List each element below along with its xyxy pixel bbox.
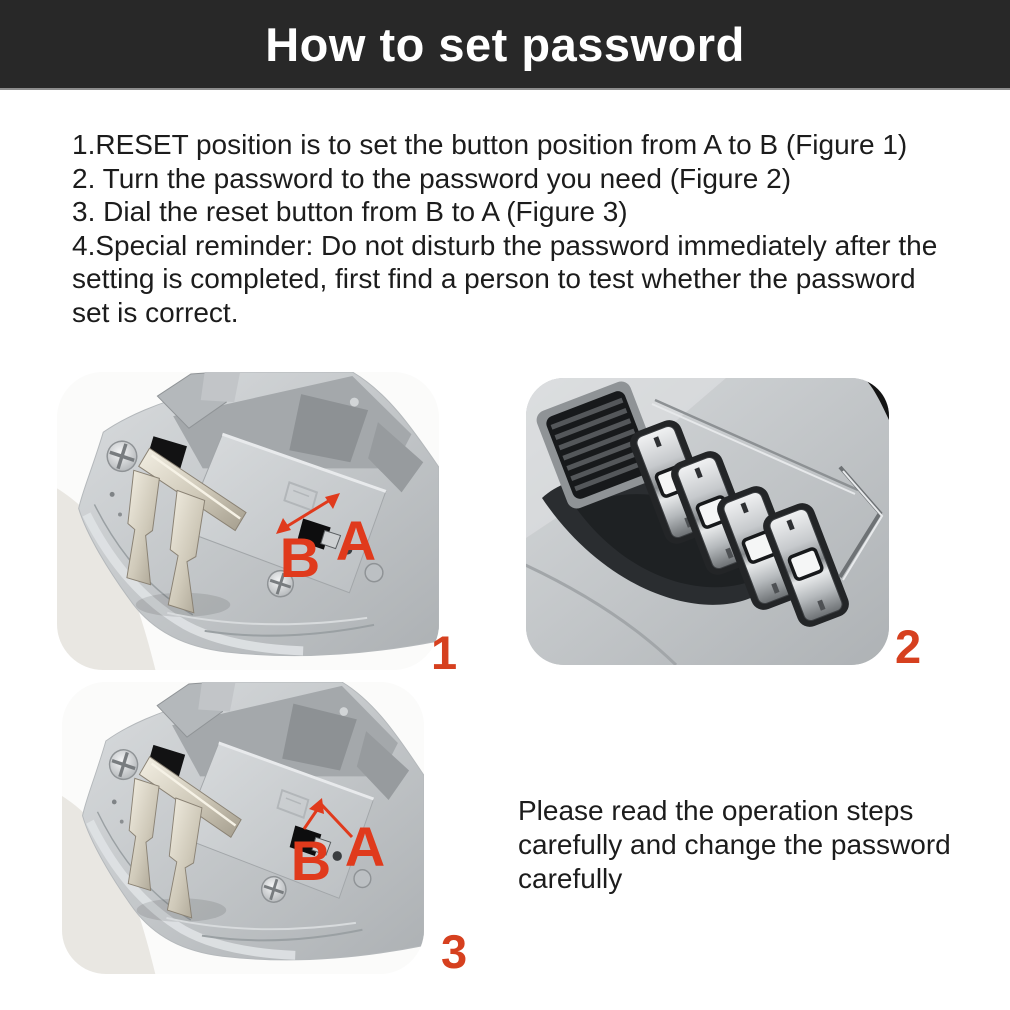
note-line-1: Please read the operation steps: [518, 795, 914, 826]
figure-1-photo: [57, 372, 439, 670]
instruction-line-4: 4.Special reminder: Do not disturb the password immediately after the: [72, 229, 938, 261]
instruction-line-1: 1.RESET position is to set the button position from A to B (Figure 1): [72, 129, 908, 160]
label-a: A: [344, 815, 386, 878]
combination-dials-image: [526, 378, 889, 665]
instruction-line-6: set is correct.: [72, 296, 239, 328]
label-b: B: [279, 526, 321, 589]
label-b: B: [290, 829, 332, 892]
figure-3-number: 3: [441, 925, 468, 978]
figure-3-annotations: [62, 682, 424, 974]
instruction-line-3: 3. Dial the reset button from B to A (Figure 3): [72, 196, 628, 228]
instruction-line-5: setting is completed, first find a person to test whether the password: [72, 263, 916, 295]
figure-1-annotations: [57, 372, 439, 670]
figure-2-number: 2: [895, 620, 922, 673]
note-line-2: carefully and change the password: [518, 829, 951, 860]
figure-3-photo: [62, 682, 424, 974]
note-line-3: carefully: [518, 863, 623, 894]
caution-note: [518, 794, 951, 896]
header-bar: [0, 0, 1010, 90]
label-a: A: [335, 509, 377, 572]
figure-1-number: 1: [431, 626, 458, 679]
figure-2-photo: [526, 378, 889, 665]
instruction-line-2: 2. Turn the password to the password you need (Figure 2): [72, 162, 792, 194]
page-title: How to set password: [265, 17, 745, 71]
instructions: [72, 128, 937, 330]
